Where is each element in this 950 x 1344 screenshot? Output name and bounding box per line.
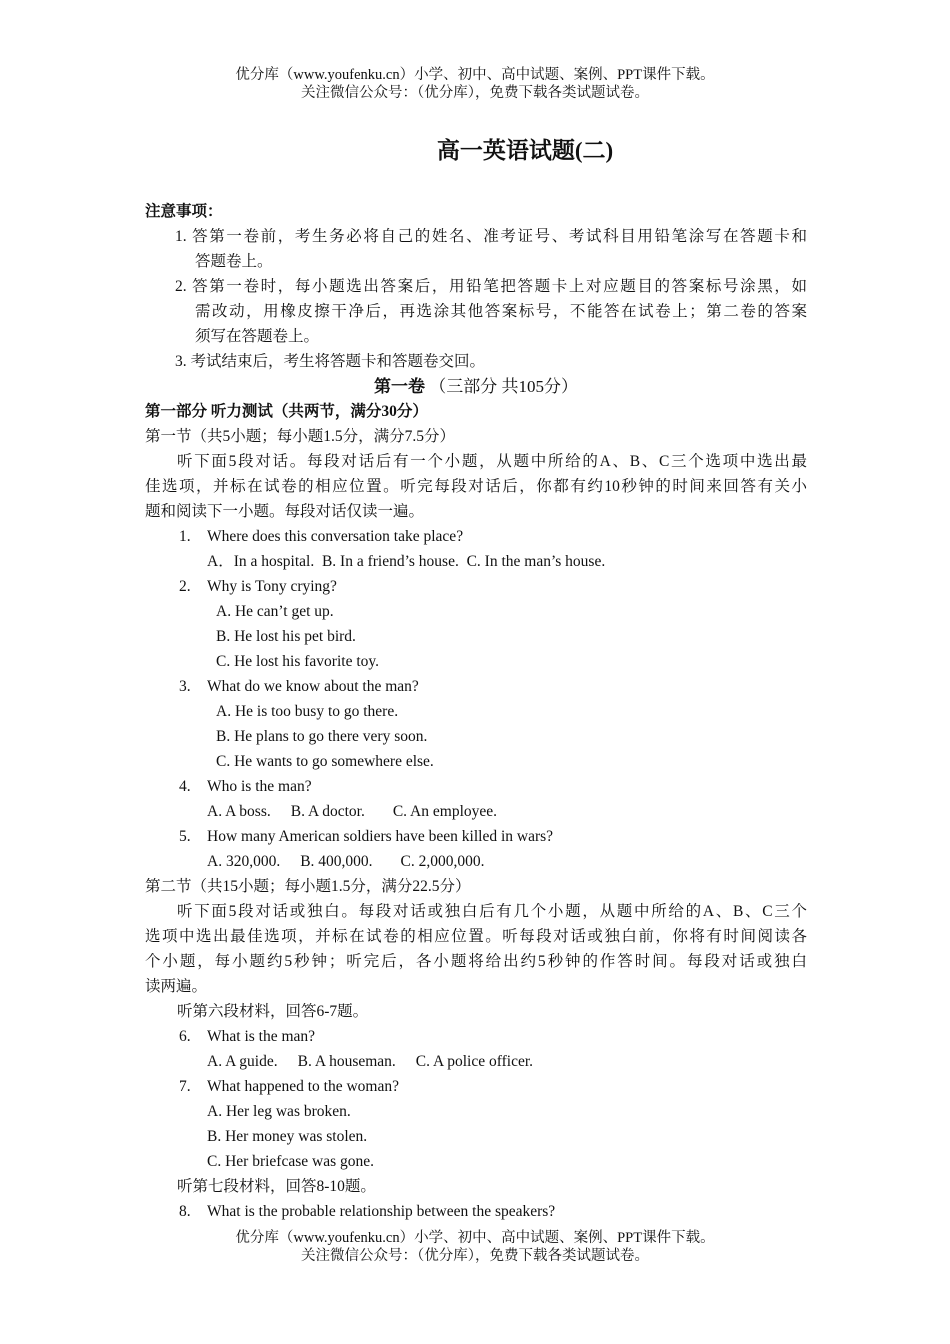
question-4 <box>145 774 807 799</box>
question-5-options <box>145 849 807 874</box>
notice-item-3: 3. 考试结束后，考生将答题卡和答题卷交回。 <box>175 353 486 370</box>
question-2 <box>145 574 807 599</box>
question-4-options <box>145 799 807 824</box>
question-text: What happened to the woman? <box>207 1078 399 1095</box>
question-3-option-a: A. He is too busy to go there. <box>216 703 399 720</box>
option-c: C. In the man’s house. <box>466 553 606 570</box>
option-b: B. In a friend’s house. <box>321 553 459 570</box>
header-line-1: 优分库（www.youfenku.cn）小学、初中、高中试题、案例、PPT课件下载。 <box>235 67 715 83</box>
question-number: 4. <box>179 778 191 795</box>
header-line-2: 关注微信公众号：（优分库），免费下载各类试题试卷。 <box>301 85 649 101</box>
volume-desc: （三部分 共105分） <box>429 377 578 396</box>
section1-instr-1: 听下面5段对话。每段对话后有一个小题，从题中所给的A、B、C三个选项中选出最 <box>177 453 807 470</box>
question-number: 7. <box>179 1078 191 1095</box>
question-1 <box>145 524 807 549</box>
section1-heading: 第一节（共5小题；每小题1.5分，满分7.5分） <box>145 428 456 445</box>
question-number: 1. <box>179 528 191 545</box>
material-7-label: 听第七段材料，回答8-10题。 <box>177 1178 376 1195</box>
question-2-option-c: C. He lost his favorite toy. <box>216 653 380 670</box>
question-3 <box>145 674 807 699</box>
question-7-option-c: C. Her briefcase was gone. <box>207 1153 374 1170</box>
option-a: A. 320,000. <box>207 853 281 870</box>
question-text: How many American soldiers have been killed in wars? <box>207 828 554 845</box>
question-text: What is the probable relationship between the speakers? <box>207 1203 556 1220</box>
question-text: Why is Tony crying? <box>207 578 337 595</box>
question-7-option-b: B. Her money was stolen. <box>207 1128 368 1145</box>
option-a: A. A guide. <box>207 1053 278 1070</box>
material-6-label: 听第六段材料，回答6-7题。 <box>177 1003 369 1020</box>
question-text: Who is the man? <box>207 778 312 795</box>
section2-instr-3: 个小题，每小题约5秒钟；听完后，各小题将给出约5秒钟的作答时间。每段对话或独白 <box>145 953 807 970</box>
question-7-option-a: A. Her leg was broken. <box>207 1103 351 1120</box>
option-b: B. 400,000. <box>300 853 373 870</box>
volume-name: 第一卷 <box>374 377 425 396</box>
volume-heading <box>145 374 807 399</box>
question-7 <box>145 1074 807 1099</box>
notice-item-1b: 答题卷上。 <box>195 253 273 270</box>
section2-instr-4: 读两遍。 <box>145 978 208 995</box>
question-5 <box>145 824 807 849</box>
question-number: 5. <box>179 828 191 845</box>
question-text: Where does this conversation take place? <box>207 528 464 545</box>
option-a: A. A boss. <box>207 803 271 820</box>
section1-instr-3: 题和阅读下一小题。每段对话仅读一遍。 <box>145 503 425 520</box>
option-c: C. 2,000,000. <box>400 853 485 870</box>
question-text: What do we know about the man? <box>207 678 419 695</box>
option-b: B. A doctor. <box>290 803 365 820</box>
question-6-options <box>145 1049 807 1074</box>
option-b: B. A houseman. <box>297 1053 396 1070</box>
page-header <box>0 66 950 102</box>
question-6 <box>145 1024 807 1049</box>
question-8 <box>145 1199 807 1224</box>
notice-heading: 注意事项： <box>145 203 223 220</box>
option-c: C. An employee. <box>392 803 498 820</box>
section2-heading: 第二节（共15小题；每小题1.5分，满分22.5分） <box>145 878 471 895</box>
exam-title: 高一英语试题(二) <box>436 138 614 163</box>
notice-item-2b: 需改动，用橡皮擦干净后，再选涂其他答案标号，不能答在试卷上；第二卷的答案 <box>195 303 807 320</box>
question-2-option-a: A. He can’t get up. <box>216 603 334 620</box>
option-c: C. A police officer. <box>415 1053 534 1070</box>
question-3-option-b: B. He plans to go there very soon. <box>216 728 428 745</box>
question-number: 3. <box>179 678 191 695</box>
notice-item-1a: 1. 答第一卷前，考生务必将自己的姓名、准考证号、考试科目用铅笔涂写在答题卡和 <box>175 228 807 245</box>
notice-item-2c: 须写在答题卷上。 <box>195 328 320 345</box>
section1-instr-2: 佳选项，并标在试卷的相应位置。听完每段对话后，你都有约10秒钟的时间来回答有关小 <box>145 478 807 495</box>
question-3-option-c: C. He wants to go somewhere else. <box>216 753 434 770</box>
page-footer <box>0 1229 950 1265</box>
part1-heading: 第一部分 听力测试（共两节，满分30分） <box>145 403 428 420</box>
question-number: 8. <box>179 1203 191 1220</box>
section2-instr-2: 选项中选出最佳选项，并标在试卷的相应位置。听每段对话或独白前，你将有时间阅读各 <box>145 928 807 945</box>
question-number: 2. <box>179 578 191 595</box>
footer-line-2: 关注微信公众号：（优分库），免费下载各类试题试卷。 <box>301 1248 649 1264</box>
question-number: 6. <box>179 1028 191 1045</box>
section2-instr-1: 听下面5段对话或独白。每段对话或独白后有几个小题，从题中所给的A、B、C三个 <box>177 903 807 920</box>
option-a: A．In a hospital. <box>207 553 315 570</box>
question-2-option-b: B. He lost his pet bird. <box>216 628 356 645</box>
exam-body <box>145 199 807 1224</box>
question-text: What is the man? <box>207 1028 316 1045</box>
question-1-options <box>145 549 807 574</box>
notice-item-2a: 2. 答第一卷时，每小题选出答案后，用铅笔把答题卡上对应题目的答案标号涂黑，如 <box>175 278 807 295</box>
footer-line-1: 优分库（www.youfenku.cn）小学、初中、高中试题、案例、PPT课件下载。 <box>235 1230 715 1246</box>
